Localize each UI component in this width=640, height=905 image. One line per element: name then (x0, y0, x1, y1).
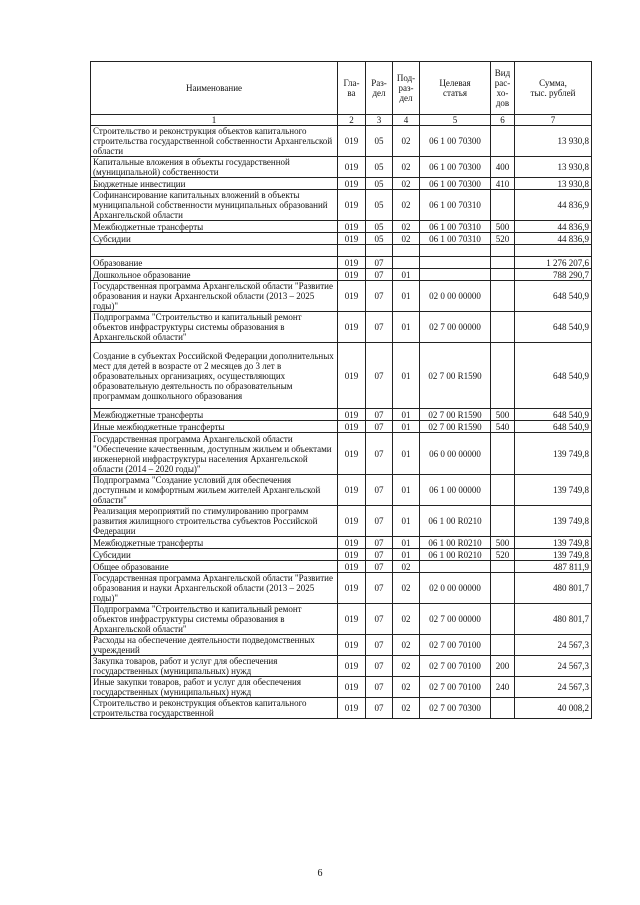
row-vid (491, 190, 515, 221)
row-vid (491, 281, 515, 312)
row-name: Субсидии (91, 549, 338, 561)
row-name: Государственная программа Архангельской области "Развитие образования и науки Архангельской области (2013 – 2025 годы)" (91, 573, 338, 604)
table-row (91, 157, 592, 178)
row-name: Подпрограмма "Создание условий для обеспечения доступным и комфортным жильем жителей Архангельской области" (91, 475, 338, 506)
row-name: Межбюджетные трансферты (91, 409, 338, 421)
row-target: 06 0 00 00000 (420, 433, 491, 475)
row-razdel: 07 (366, 537, 393, 549)
row-amount: 24 567,3 (515, 656, 592, 677)
row-target: 02 7 00 R1590 (420, 421, 491, 433)
row-target: 02 7 00 70300 (420, 698, 491, 719)
row-glava: 019 (338, 126, 366, 157)
row-podrazdel: 01 (393, 475, 420, 506)
table-row (91, 506, 592, 537)
row-vid (491, 635, 515, 656)
table-row (91, 677, 592, 698)
row-podrazdel: 02 (393, 604, 420, 635)
table-row (91, 269, 592, 281)
row-glava (338, 245, 366, 257)
row-vid (491, 269, 515, 281)
table-row (91, 433, 592, 475)
row-glava: 019 (338, 549, 366, 561)
header-razdel: Раз- дел (366, 62, 393, 115)
row-name: Капитальные вложения в объекты государственной (муниципальной) собственности (91, 157, 338, 178)
row-amount: 139 749,8 (515, 475, 592, 506)
row-razdel: 07 (366, 433, 393, 475)
table-header-row (91, 62, 592, 115)
table-row (91, 312, 592, 343)
row-vid: 200 (491, 656, 515, 677)
row-razdel: 07 (366, 506, 393, 537)
row-target: 06 1 00 70310 (420, 221, 491, 233)
row-target (420, 269, 491, 281)
row-target (420, 561, 491, 573)
header-name: Наименование (91, 62, 338, 115)
row-name: Бюджетные инвестиции (91, 178, 338, 190)
row-podrazdel: 01 (393, 506, 420, 537)
row-target: 02 7 00 70100 (420, 635, 491, 656)
row-podrazdel: 02 (393, 656, 420, 677)
row-target: 06 1 00 R0210 (420, 549, 491, 561)
table-row (91, 221, 592, 233)
row-target (420, 257, 491, 269)
row-razdel: 07 (366, 312, 393, 343)
table-row (91, 245, 592, 257)
row-razdel: 07 (366, 475, 393, 506)
table-row (91, 573, 592, 604)
row-name: Субсидии (91, 233, 338, 245)
row-glava: 019 (338, 573, 366, 604)
header-target: Целевая статья (420, 62, 491, 115)
row-vid (491, 573, 515, 604)
row-glava: 019 (338, 233, 366, 245)
row-vid: 240 (491, 677, 515, 698)
row-podrazdel: 01 (393, 537, 420, 549)
row-amount: 139 749,8 (515, 537, 592, 549)
row-target: 06 1 00 R0210 (420, 506, 491, 537)
column-number: 1 (91, 115, 338, 126)
row-vid (491, 433, 515, 475)
table-row (91, 537, 592, 549)
row-target (420, 245, 491, 257)
row-name: Строительство и реконструкция объектов капитального строительства государственной (91, 698, 338, 719)
row-vid (491, 604, 515, 635)
row-razdel: 07 (366, 698, 393, 719)
row-glava: 019 (338, 656, 366, 677)
row-razdel: 07 (366, 409, 393, 421)
budget-table (90, 61, 592, 719)
row-amount: 24 567,3 (515, 677, 592, 698)
row-razdel: 05 (366, 221, 393, 233)
row-name: Иные закупки товаров, работ и услуг для обеспечения государственных (муниципальных) нужд (91, 677, 338, 698)
row-target: 02 0 00 00000 (420, 573, 491, 604)
row-target: 02 7 00 70100 (420, 656, 491, 677)
row-name: Дошкольное образование (91, 269, 338, 281)
table-row (91, 635, 592, 656)
row-name (91, 245, 338, 257)
table-row (91, 257, 592, 269)
row-glava: 019 (338, 157, 366, 178)
row-target: 02 0 00 00000 (420, 281, 491, 312)
row-amount: 648 540,9 (515, 409, 592, 421)
row-razdel: 07 (366, 421, 393, 433)
row-podrazdel: 02 (393, 178, 420, 190)
row-name: Расходы на обеспечение деятельности подведомственных учреждений (91, 635, 338, 656)
row-podrazdel: 01 (393, 312, 420, 343)
row-podrazdel: 01 (393, 343, 420, 409)
table-row (91, 178, 592, 190)
row-razdel: 07 (366, 561, 393, 573)
table-row (91, 656, 592, 677)
table-row (91, 126, 592, 157)
table-row (91, 604, 592, 635)
table-row (91, 475, 592, 506)
row-amount: 13 930,8 (515, 178, 592, 190)
row-glava: 019 (338, 190, 366, 221)
header-podrazdel: Под- раз- дел (393, 62, 420, 115)
row-amount: 40 008,2 (515, 698, 592, 719)
table-row (91, 281, 592, 312)
row-name: Общее образование (91, 561, 338, 573)
row-target: 06 1 00 00000 (420, 475, 491, 506)
row-amount: 139 749,8 (515, 433, 592, 475)
row-amount: 13 930,8 (515, 157, 592, 178)
row-podrazdel: 01 (393, 549, 420, 561)
row-razdel: 07 (366, 549, 393, 561)
row-razdel: 07 (366, 677, 393, 698)
row-name: Межбюджетные трансферты (91, 221, 338, 233)
row-razdel: 07 (366, 635, 393, 656)
row-vid: 520 (491, 233, 515, 245)
table-row (91, 190, 592, 221)
row-amount: 139 749,8 (515, 549, 592, 561)
column-number-row (91, 115, 592, 126)
column-number: 5 (420, 115, 491, 126)
column-number: 2 (338, 115, 366, 126)
row-podrazdel: 01 (393, 421, 420, 433)
row-amount: 44 836,9 (515, 190, 592, 221)
row-vid (491, 257, 515, 269)
row-vid (491, 343, 515, 409)
row-vid: 540 (491, 421, 515, 433)
row-name: Строительство и реконструкция объектов капитального строительства государственной собственности Архангельской области (91, 126, 338, 157)
row-vid (491, 312, 515, 343)
row-razdel: 05 (366, 233, 393, 245)
row-vid (491, 126, 515, 157)
row-target: 06 1 00 70300 (420, 157, 491, 178)
row-name: Реализация мероприятий по стимулированию программ развития жилищного строительства субъектов Российской Федерации (91, 506, 338, 537)
column-number: 6 (491, 115, 515, 126)
row-podrazdel: 02 (393, 561, 420, 573)
row-glava: 019 (338, 421, 366, 433)
row-glava: 019 (338, 433, 366, 475)
row-amount: 24 567,3 (515, 635, 592, 656)
table-row (91, 421, 592, 433)
row-podrazdel: 01 (393, 409, 420, 421)
row-glava: 019 (338, 312, 366, 343)
row-vid (491, 475, 515, 506)
row-glava: 019 (338, 677, 366, 698)
row-amount: 480 801,7 (515, 573, 592, 604)
row-podrazdel: 02 (393, 573, 420, 604)
row-name: Иные межбюджетные трансферты (91, 421, 338, 433)
row-podrazdel: 01 (393, 269, 420, 281)
row-glava: 019 (338, 269, 366, 281)
column-number: 7 (515, 115, 592, 126)
row-razdel: 07 (366, 656, 393, 677)
row-amount (515, 245, 592, 257)
row-razdel (366, 245, 393, 257)
row-podrazdel: 02 (393, 635, 420, 656)
row-razdel: 05 (366, 157, 393, 178)
row-razdel: 07 (366, 343, 393, 409)
row-podrazdel (393, 257, 420, 269)
row-name: Подпрограмма "Строительство и капитальный ремонт объектов инфраструктуры системы образования в Архангельской области" (91, 604, 338, 635)
row-target: 06 1 00 70300 (420, 126, 491, 157)
row-amount: 44 836,9 (515, 233, 592, 245)
row-glava: 019 (338, 604, 366, 635)
row-name: Межбюджетные трансферты (91, 537, 338, 549)
row-amount: 648 540,9 (515, 343, 592, 409)
row-name: Государственная программа Архангельской области "Развитие образования и науки Архангельской области (2013 – 2025 годы)" (91, 281, 338, 312)
row-razdel: 05 (366, 178, 393, 190)
row-target: 06 1 00 70300 (420, 178, 491, 190)
row-razdel: 07 (366, 269, 393, 281)
column-number: 4 (393, 115, 420, 126)
row-glava: 019 (338, 257, 366, 269)
row-glava: 019 (338, 698, 366, 719)
row-glava: 019 (338, 506, 366, 537)
row-razdel: 07 (366, 281, 393, 312)
row-glava: 019 (338, 409, 366, 421)
table-row (91, 698, 592, 719)
row-podrazdel: 02 (393, 677, 420, 698)
header-vid: Вид рас- хо- дов (491, 62, 515, 115)
row-glava: 019 (338, 343, 366, 409)
row-name: Софинансирование капитальных вложений в объекты муниципальной собственности муниципальных образований Архангельской области (91, 190, 338, 221)
table-body (91, 126, 592, 719)
row-target: 02 7 00 00000 (420, 312, 491, 343)
row-target: 02 7 00 70100 (420, 677, 491, 698)
row-podrazdel: 02 (393, 157, 420, 178)
row-amount: 648 540,9 (515, 421, 592, 433)
row-amount: 13 930,8 (515, 126, 592, 157)
row-razdel: 07 (366, 573, 393, 604)
row-target: 02 7 00 R1590 (420, 409, 491, 421)
header-glava: Гла- ва (338, 62, 366, 115)
column-number: 3 (366, 115, 393, 126)
row-name: Подпрограмма "Строительство и капитальный ремонт объектов инфраструктуры системы образования в Архангельской области" (91, 312, 338, 343)
row-target: 06 1 00 70310 (420, 233, 491, 245)
row-vid: 500 (491, 537, 515, 549)
row-vid (491, 561, 515, 573)
row-glava: 019 (338, 221, 366, 233)
row-vid: 400 (491, 157, 515, 178)
row-vid: 410 (491, 178, 515, 190)
row-target: 02 7 00 R1590 (420, 343, 491, 409)
row-amount: 788 290,7 (515, 269, 592, 281)
row-podrazdel: 02 (393, 233, 420, 245)
row-glava: 019 (338, 178, 366, 190)
row-glava: 019 (338, 635, 366, 656)
row-podrazdel: 02 (393, 126, 420, 157)
row-razdel: 07 (366, 604, 393, 635)
row-amount: 648 540,9 (515, 281, 592, 312)
row-vid (491, 506, 515, 537)
row-podrazdel: 02 (393, 698, 420, 719)
row-amount: 44 836,9 (515, 221, 592, 233)
row-target: 06 1 00 70310 (420, 190, 491, 221)
row-glava: 019 (338, 561, 366, 573)
row-glava: 019 (338, 475, 366, 506)
row-name: Создание в субъектах Российской Федерации дополнительных мест для детей в возрасте от 2 месяцев до 3 лет в образовательных организациях, осуществляющих образовательную деятельность по образовательным программам дошкольного образования (91, 343, 338, 409)
row-razdel: 05 (366, 126, 393, 157)
row-amount: 487 811,9 (515, 561, 592, 573)
row-amount: 1 276 207,6 (515, 257, 592, 269)
row-amount: 480 801,7 (515, 604, 592, 635)
row-vid (491, 245, 515, 257)
table-row (91, 409, 592, 421)
row-podrazdel: 01 (393, 281, 420, 312)
row-razdel: 07 (366, 257, 393, 269)
row-name: Образование (91, 257, 338, 269)
row-glava: 019 (338, 281, 366, 312)
header-sum: Сумма, тыс. рублей (515, 62, 592, 115)
row-razdel: 05 (366, 190, 393, 221)
table-row (91, 549, 592, 561)
row-target: 06 1 00 R0210 (420, 537, 491, 549)
row-podrazdel: 02 (393, 190, 420, 221)
page-number: 6 (317, 868, 323, 879)
row-name: Государственная программа Архангельской области "Обеспечение качественным, доступным жильем и объектами инженерной инфраструктуры населения Архангельской области (2014 – 2020 годы)" (91, 433, 338, 475)
row-vid (491, 698, 515, 719)
row-vid: 500 (491, 409, 515, 421)
row-glava: 019 (338, 537, 366, 549)
row-podrazdel: 02 (393, 221, 420, 233)
row-amount: 139 749,8 (515, 506, 592, 537)
table-row (91, 233, 592, 245)
row-podrazdel (393, 245, 420, 257)
table-row (91, 343, 592, 409)
row-name: Закупка товаров, работ и услуг для обеспечения государственных (муниципальных) нужд (91, 656, 338, 677)
row-podrazdel: 01 (393, 433, 420, 475)
row-vid: 500 (491, 221, 515, 233)
row-vid: 520 (491, 549, 515, 561)
row-amount: 648 540,9 (515, 312, 592, 343)
table-row (91, 561, 592, 573)
row-target: 02 7 00 00000 (420, 604, 491, 635)
